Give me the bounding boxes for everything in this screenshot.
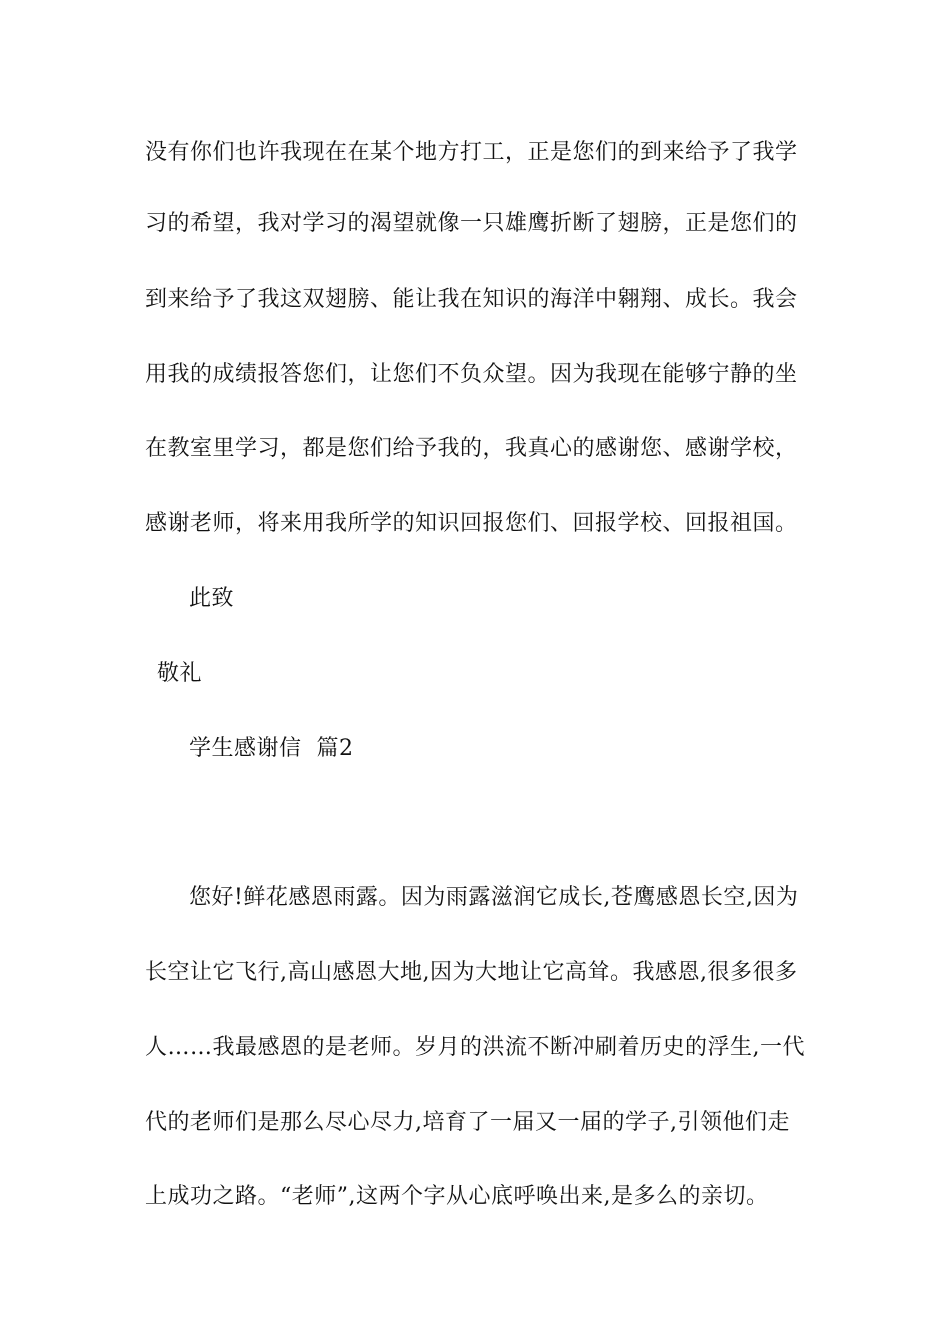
paragraph1-line-1: 没有你们也许我现在在某个地方打工，正是您们的到来给予了我学: [145, 140, 798, 165]
paragraph1-line-5: 在教室里学习，都是您们给予我的，我真心的感谢您、感谢学校，: [145, 436, 798, 461]
paragraph1-line-4: 用我的成绩报答您们，让您们不负众望。因为我现在能够宁静的坐: [145, 362, 798, 387]
paragraph1-line-6: 感谢老师，将来用我所学的知识回报您们、回报学校、回报祖国。: [145, 511, 798, 536]
closing-text: 此致: [189, 586, 235, 611]
paragraph2-line-3: 人……我最感恩的是老师。岁月的洪流不断冲刷着历史的浮生,一代: [145, 1035, 805, 1060]
salute-text: 敬礼: [157, 661, 203, 686]
paragraph2-line-5: 上成功之路。“老师”,这两个字从心底呼唤出来,是多么的亲切。: [145, 1184, 769, 1209]
section-title: 学生感谢信 篇2: [189, 736, 354, 761]
paragraph1-line-2: 习的希望，我对学习的渴望就像一只雄鹰折断了翅膀，正是您们的: [145, 211, 798, 236]
paragraph2-line-4: 代的老师们是那么尽心尽力,培育了一届又一届的学子,引领他们走: [145, 1110, 790, 1135]
paragraph2-line-1: 您好!鲜花感恩雨露。因为雨露滋润它成长,苍鹰感恩长空,因为: [189, 885, 799, 910]
paragraph1-line-3: 到来给予了我这双翅膀、能让我在知识的海洋中翱翔、成长。我会: [145, 287, 798, 312]
paragraph2-line-2: 长空让它飞行,高山感恩大地,因为大地让它高耸。我感恩,很多很多: [145, 960, 798, 985]
